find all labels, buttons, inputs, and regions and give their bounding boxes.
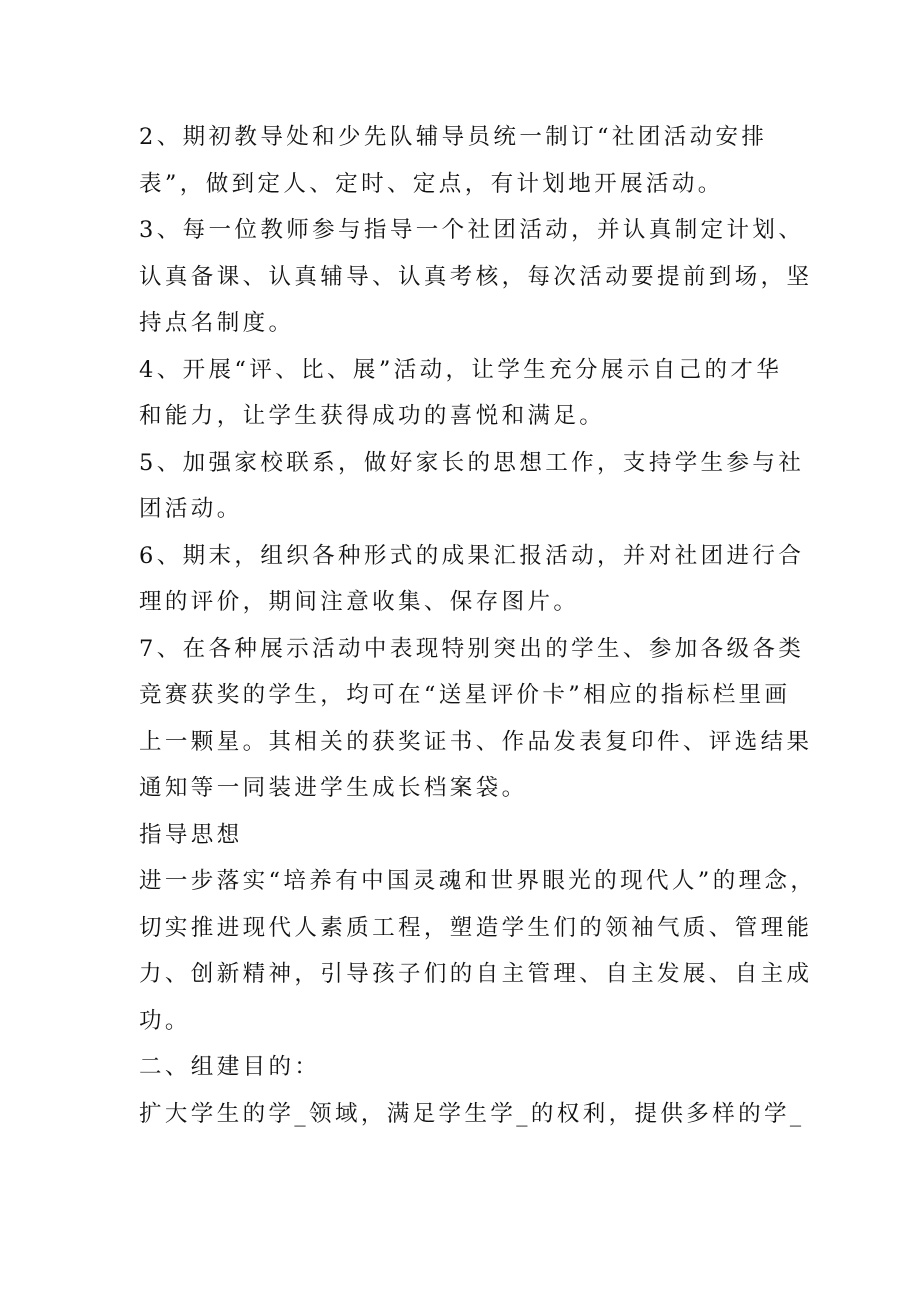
text-line: 扩大学生的学_领域，满足学生学_的权利，提供多样的学_: [139, 1100, 805, 1127]
text-line: 和能力，让学生获得成功的喜悦和满足。: [139, 403, 606, 429]
text-line: 3、每一位教师参与指导一个社团活动，并认真制定计划、: [139, 217, 805, 243]
document-body: [139, 114, 817, 1137]
text-line: 6、期末，组织各种形式的成果汇报活动，并对社团进行合: [139, 542, 805, 569]
section-heading: 二、组建目的：: [139, 1054, 321, 1080]
text-line: 表”，做到定人、定时、定点，有计划地开展活动。: [139, 170, 724, 197]
section-heading: 指导思想: [139, 821, 243, 848]
text-line: 持点名制度。: [139, 310, 295, 336]
text-line: 2、期初教导处和少先队辅导员统一制订“社团活动安排: [139, 124, 768, 150]
text-line: 4、开展“评、比、展”活动，让学生充分展示自己的才华: [139, 356, 783, 383]
text-line: 团活动。: [139, 496, 243, 522]
text-line: 通知等一同装进学生成长档案袋。: [139, 775, 528, 801]
text-line: 认真备课、认真辅导、认真考核，每次活动要提前到场，坚: [139, 263, 813, 290]
text-line: 进一步落实“培养有中国灵魂和世界眼光的现代人”的理念，: [139, 868, 817, 894]
text-line: 7、在各种展示活动中表现特别突出的学生、参加各级各类: [139, 635, 805, 662]
text-line: 切实推进现代人素质工程，塑造学生们的领袖气质、管理能: [139, 914, 813, 941]
text-line: 功。: [139, 1007, 191, 1034]
text-line: 力、创新精神，引导孩子们的自主管理、自主发展、自主成: [139, 961, 813, 987]
text-line: 理的评价，期间注意收集、保存图片。: [139, 589, 580, 615]
text-line: 竞赛获奖的学生，均可在“送星评价卡”相应的指标栏里画: [139, 682, 791, 708]
text-line: 5、加强家校联系，做好家长的思想工作，支持学生参与社: [139, 449, 805, 476]
text-line: 上一颗星。其相关的获奖证书、作品发表复印件、评选结果: [139, 728, 813, 755]
